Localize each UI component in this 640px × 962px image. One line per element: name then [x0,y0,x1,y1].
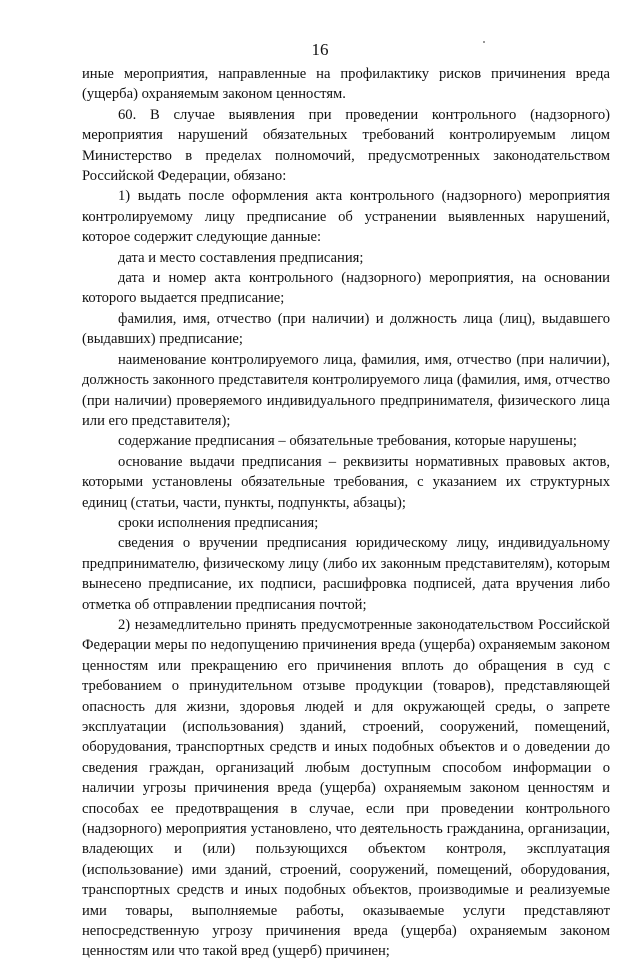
paragraph-delivery-info: сведения о вручении предписания юридическому лицу, индивидуальному предпринимателю, физическому лицу (либо их законным представителям), которым вынесено предписание, их подписи, расшифровка подписей, дата вручения либо отметка об отправлении предписания почтой; [82,535,610,613]
paragraph-issuer-name: фамилия, имя, отчество (при наличии) и должность лица (лиц), выдавшего (выдавших) предписание; [82,310,610,348]
paragraph-controlled-person: наименование контролируемого лица, фамилия, имя, отчество (при наличии), должность законного представителя контролируемого лица (фамилия, имя, отчество (при наличии) проверяемого индивидуального предпринимателя, физического лица или его представителя); [82,351,610,429]
paragraph-order-date-place: дата и место составления предписания; [118,249,364,266]
page-number: 16 [311,40,329,59]
scan-dot-mark [483,41,485,43]
paragraph-subitem-1: 1) выдать после оформления акта контрольного (надзорного) мероприятия контролируемому лицу предписание об устранении выявленных нарушений, которое содержит следующие данные: [82,188,610,246]
paragraph-deadlines: сроки исполнения предписания; [118,514,319,531]
paragraph-order-basis: основание выдачи предписания – реквизиты нормативных правовых актов, которыми установлены обязательные требования, с указанием их структурных единиц (статьи, части, пункты, подпункты, абзацы); [82,453,610,511]
paragraph-order-content: содержание предписания – обязательные требования, которые нарушены; [118,433,577,450]
paragraph-subitem-2: 2) незамедлительно принять предусмотренные законодательством Российской Федерации меры по недопущению причинения вреда (ущерба) охраняемым законом ценностям или прекращению его причинения вплоть до обращения в суд с требованием о принудительном отзыве продукции (товаров), представляющей опасность для жизни, здоровья людей и для окружающей среды, о запрете эксплуатации (использования) зданий, строений, сооружений, помещений, оборудования, транспортных средств и иных подобных объектов и о доведении до сведения граждан, организаций любым доступным способом информации о наличии угрозы причинения вреда (ущерба) охраняемым законом ценностям и способах ее предотвращения в случае, если при проведении контрольного (надзорного) мероприятия установлено, что деятельность гражданина, организации, владеющих и (или) пользующихся объектом контроля, эксплуатация (использование) ими зданий, строений, сооружений, помещений, оборудования, транспортных средств и иных подобных объектов, производимые и реализуемые ими товары, выполняемые работы, оказываемые услуги представляют непосредственную угрозу причинения вреда (ущерба) охраняемым законом ценностям или что такой вред (ущерб) причинен; [82,616,610,960]
document-body [82,64,610,962]
paragraph-item-60: 60. В случае выявления при проведении контрольного (надзорного) мероприятия нарушений обязательных требований контролируемым лицом Министерство в пределах полномочий, предусмотренных законодательством Российской Федерации, обязано: [82,106,610,185]
paragraph-continuation: иные мероприятия, направленные на профилактику рисков причинения вреда (ущерба) охраняемым законом ценностям. [82,66,610,103]
paragraph-act-date-number: дата и номер акта контрольного (надзорного) мероприятия, на основании которого выдается предписание; [82,270,610,307]
